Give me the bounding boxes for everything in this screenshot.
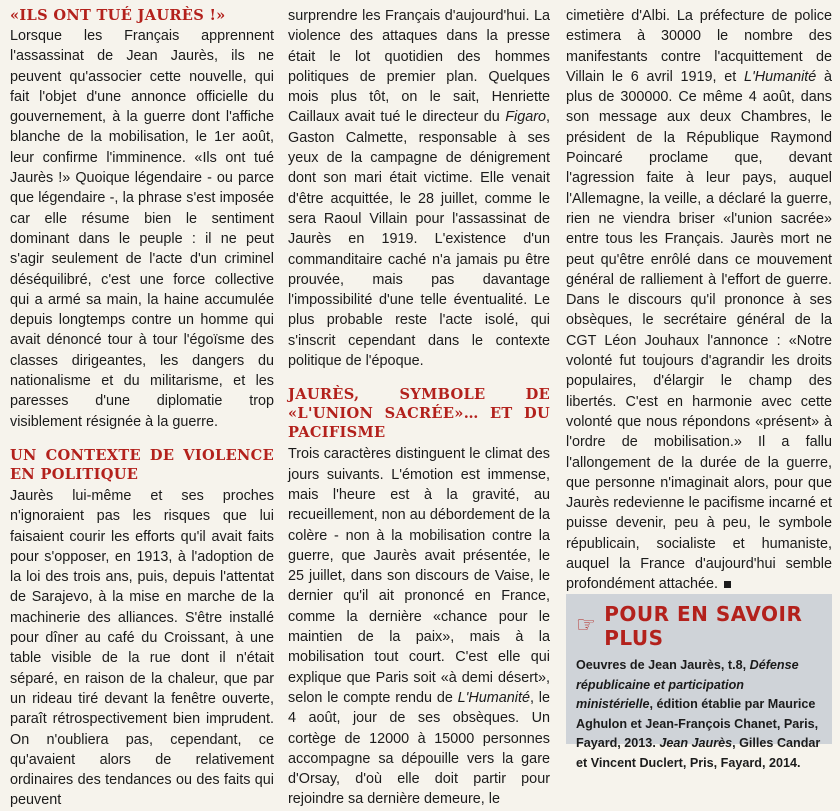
paragraph: Lorsque les Français apprennent l'assassinat de Jean Jaurès, ils ne peuvent qu'associer cette nouvelle, qui fait l'objet d'une annonce officielle du gouvernement, à la guerre dont l'affiche blanche de la mobilisation, le 1er août, leur confirme l'imminence. «Ils ont tué Jaurès !» Quoique légendaire - ou parce que légendaire -, la phrase s'est imposée car elle résume bien le sentiment dominant dans le peuple : il ne peut s'agir seulement de l'acte d'un criminel déséquilibré, c'est une force collective qui a armé sa main, la haine accumulée depuis longtemps contre un homme qui avait dénoncé tour à tour l'égoïsme des classes dirigeantes, les dangers du nationalisme et du militarisme, et les paresses d'une diplomatie trop visiblement résignée à la guerre. xyxy=(10,28,274,430)
section-heading-symbole: JAURÈS, SYMBOLE DE «L'UNION SACRÉE»… ET DU PACIFISME xyxy=(288,386,550,442)
text-run: cimetière d'Albi. La préfecture de police estimera à 30000 le nombre des manifestants contre l'acquittement de Villain le 6 avril 1919, et xyxy=(566,8,832,85)
further-reading-references xyxy=(576,656,822,773)
text-run: , Gaston Calmette, responsable à ses yeux de la campagne de dénigrement dont son mari était victime. Elle venait d'être acquittée, le 28 juillet, comme le sera Raoul Villain pour l'assassinat de Jaurès en 1919. L'existence d'un commanditaire caché n'a jamais pu être prouvée, mais pas davantage l'impossibilité d'une telle éventualité. Le plus probable reste l'acte isolé, qui s'inscrit cependant dans le contexte politique de l'époque. xyxy=(288,109,550,370)
further-reading-title xyxy=(576,602,822,650)
column-3 xyxy=(566,6,832,595)
column-2 xyxy=(288,6,550,810)
paragraph xyxy=(566,6,832,595)
text-run: Trois caractères distinguent le climat des jours suivants. L'émotion est immense, mais l'heure est à la gravité, au recueillement, non au débordement de la colère - non à la mobilisation contre la guerre, que Jaurès avait présentée, le 25 juillet, dans son discours de Vaise, le dernier qu'il ait prononcé en France, comme la dernière «chance pour le maintien de la paix», mais à la mobilisation tout court. C'est elle qui explique que Paris soit «à demi désert», selon le compte rendu de xyxy=(288,446,550,706)
newspaper-name: L'Humanité xyxy=(743,68,817,85)
column-1 xyxy=(10,6,274,811)
paragraph: Jaurès lui-même et ses proches n'ignoraient pas les risques que lui faisaient courir les efforts qu'il avait faits pour s'opposer, en 1913, à l'adoption de la loi des trois ans, puis, depuis l'attentat de Sarajevo, à la mise en marche de la machinerie des alliances. S'être installé pour dîner au café du Croissant, à une table visible de la rue dont il n'était séparé, en raison de la chaleur, que par un rideau tiré devant la fenêtre ouverte, paraît rétrospectivement bien imprudent. On n'oubliera pas, cependant, ce qu'avaient alors de relativement ordinaires des tendances ou des faits qui peuvent xyxy=(10,487,274,809)
paragraph xyxy=(288,444,550,809)
newspaper-name: Figaro xyxy=(505,109,546,126)
section-heading-ils-ont-tue: «ILS ONT TUÉ JAURÈS !» xyxy=(10,7,226,24)
paragraph xyxy=(288,6,550,371)
reference-title: Jean Jaurès xyxy=(659,736,733,750)
further-reading-box xyxy=(566,594,832,770)
end-of-article-square-icon xyxy=(724,581,731,588)
reference-text: Oeuvres de Jean Jaurès, t.8, xyxy=(576,658,750,672)
newspaper-name: L'Humanité xyxy=(457,689,530,706)
text-run: à plus de 300000. Ce même 4 août, dans son message aux deux Chambres, le président de la République Raymond Poincaré proclame que, devant l'agression faite à leur pays, auquel l'Allemagne, la veille, a déclaré la guerre, rien ne viendra briser «l'union sacrée» entre tous les Français. Jaurès mort ne peut qu'être enrôlé dans ce mouvement général de ralliement à l'effort de guerre. Dans le discours qu'il prononce à ses obsèques, le secrétaire général de la CGT Léon Jouhaux l'annonce : «Notre volonté fut toujours d'agrandir les droits populaires, d'élargir le champ des libertés. C'est en harmonie avec cette volonté que nous répondons «présent» à l'ordre de mobilisation.» Il a fallu l'allongement de la durée de la guerre, que personne n'imaginait alors, pour que Jaurès redevienne le pacifisme incarné et puisse devenir, peu à peu, le symbole républicain, socialiste et humaniste, auquel la France d'aujourd'hui semble profondément attachée. xyxy=(566,68,832,593)
further-reading-title-text: POUR EN SAVOIR PLUS xyxy=(604,602,803,650)
text-run: , le 4 août, jour de ses obsèques. Un cortège de 12000 à 15000 personnes accompagne sa dépouille vers la gare d'Orsay, d'où elle doit partir pour rejoindre sa dernière demeure, le xyxy=(288,689,550,808)
text-run: surprendre les Français d'aujourd'hui. La violence des attaques dans la presse était le lot quotidien des hommes politiques de premier plan. Quelques mois plus tôt, on le sait, Henriette Caillaux avait tué le directeur du xyxy=(288,8,550,126)
reference-title: Défense républicaine et participation ministérielle xyxy=(576,658,799,711)
section-heading-contexte: UN CONTEXTE DE VIOLENCE EN POLITIQUE xyxy=(10,446,274,483)
pointing-hand-icon: ☞ xyxy=(576,613,597,638)
reference-text: , Gilles Candar et Vincent Duclert, Pris, Fayard, 2014. xyxy=(576,736,821,770)
reference-text: , édition établie par Maurice Aghulon et Jean-François Chanet, Paris, Fayard, 2013. xyxy=(576,697,819,750)
